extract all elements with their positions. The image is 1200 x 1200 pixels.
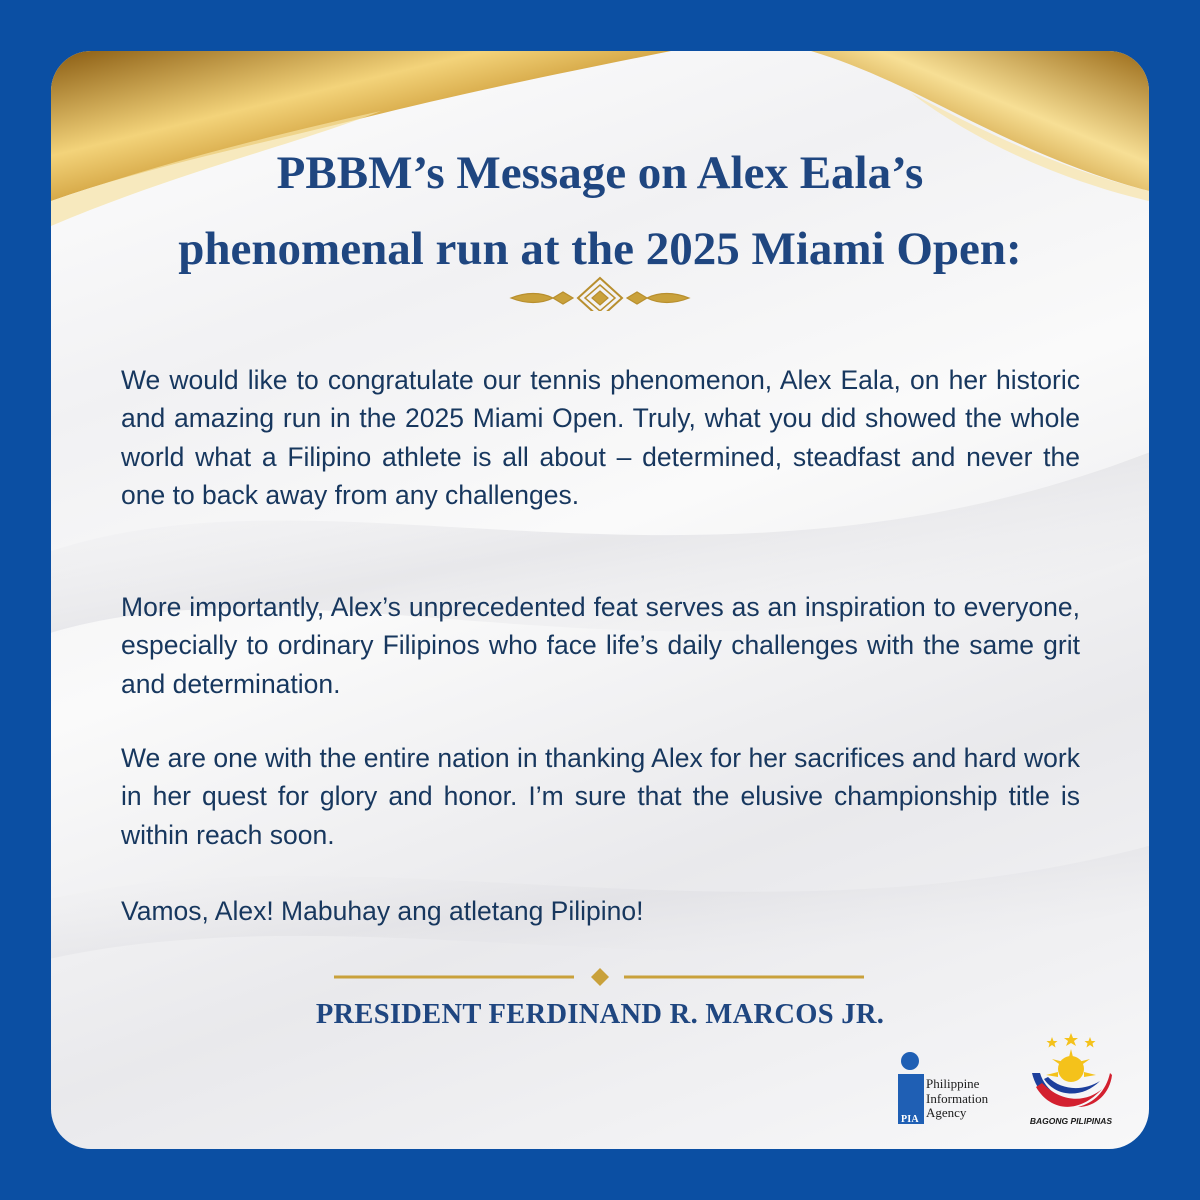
pia-name-line-1: Philippine: [926, 1076, 980, 1091]
signature-divider: [334, 966, 866, 988]
bagong-pilipinas-logo: [1026, 1031, 1116, 1131]
page-title-line-2: phenomenal run at the 2025 Miami Open:: [178, 223, 1022, 275]
message-paragraph-3: We are one with the entire nation in thanking Alex for her sacrifices and hard work in her quest for glory and honor. I’m sure that the elusive championship title is within reach soon.: [121, 743, 1080, 850]
message-card: [51, 51, 1149, 1149]
message-paragraph-4: Vamos, Alex! Mabuhay ang atletang Pilipino!: [121, 896, 644, 926]
pia-abbr: PIA: [901, 1114, 919, 1125]
pia-name-line-2: Information: [926, 1090, 989, 1106]
signature: PRESIDENT FERDINAND R. MARCOS JR.: [315, 999, 885, 1030]
bagong-pilipinas-emblem-icon: [1026, 1031, 1116, 1116]
page-title-line-1: PBBM’s Message on Alex Eala’s: [276, 147, 924, 199]
bagong-pilipinas-label: BAGONG PILIPINAS: [1029, 1116, 1113, 1126]
pia-name-line-3: Agency: [926, 1105, 967, 1120]
message-paragraph-2: More importantly, Alex’s unprecedented feat serves as an inspiration to everyone, especially to ordinary Filipinos who face life’s daily challenges with the same grit and determination.: [121, 592, 1080, 699]
pia-name: [926, 1077, 1036, 1121]
message-paragraph-1: We would like to congratulate our tennis phenomenon, Alex Eala, on her historic and amazing run in the 2025 Miami Open. Truly, what you did showed the whole world what a Filipino athlete is all about – determined, steadfast and never the one to back away from any challenges.: [121, 365, 1080, 510]
pia-logo: [896, 1052, 1036, 1128]
gold-ornament-divider: [121, 271, 1079, 311]
